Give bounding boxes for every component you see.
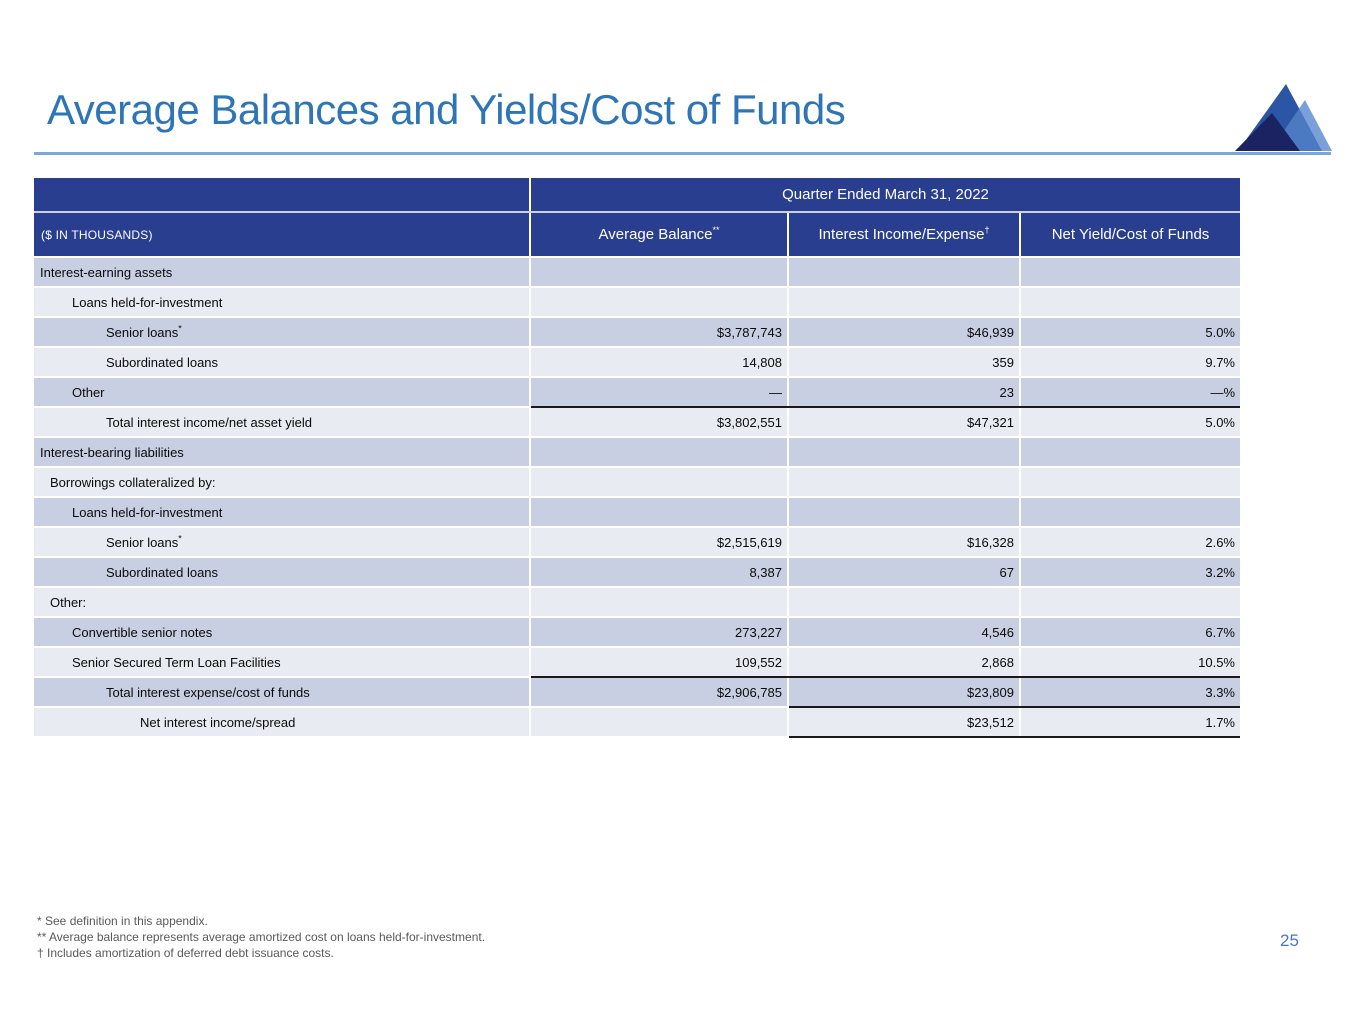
units-label: ($ IN THOUSANDS) [34,212,530,257]
avg-balance-cell [530,467,788,497]
avg-balance-cell: 273,227 [530,617,788,647]
row-label-cell: Net interest income/spread [34,707,530,737]
row-label-cell: Subordinated loans [34,347,530,377]
interest-cell [788,437,1020,467]
column-header-text: Average Balance [598,226,713,243]
table-row [34,677,1240,707]
column-header-interest-income-expense [788,212,1020,257]
avg-balance-cell: $3,802,551 [530,407,788,437]
row-label-cell: Other: [34,587,530,617]
interest-cell [788,497,1020,527]
table-row [34,347,1240,377]
footnote-marker: † [984,225,990,235]
row-label-cell: Total interest expense/cost of funds [34,677,530,707]
avg-balance-cell: — [530,377,788,407]
yield-cell: 1.7% [1020,707,1240,737]
yield-cell [1020,437,1240,467]
footnote-marker: * [178,533,182,544]
yield-cell [1020,257,1240,287]
interest-cell [788,257,1020,287]
yield-cell: 2.6% [1020,527,1240,557]
table-row [34,377,1240,407]
interest-cell: $23,809 [788,677,1020,707]
table-row [34,317,1240,347]
interest-cell [788,587,1020,617]
footnotes [37,913,485,961]
page-number: 25 [1280,931,1299,950]
avg-balance-cell [530,707,788,737]
interest-cell [788,467,1020,497]
avg-balance-cell [530,257,788,287]
table-row [34,287,1240,317]
interest-cell: 23 [788,377,1020,407]
avg-balance-cell [530,497,788,527]
avg-balance-cell: $3,787,743 [530,317,788,347]
corner-cell [34,178,530,212]
row-label-cell: Convertible senior notes [34,617,530,647]
avg-balance-cell [530,287,788,317]
quarter-header: Quarter Ended March 31, 2022 [530,178,1240,212]
avg-balance-cell: 14,808 [530,347,788,377]
yield-cell: 10.5% [1020,647,1240,677]
column-header-row [34,212,1240,257]
interest-cell [788,287,1020,317]
row-label-cell: Loans held-for-investment [34,287,530,317]
balances-table [34,178,1240,738]
table-row [34,617,1240,647]
interest-cell: $47,321 [788,407,1020,437]
yield-cell: —% [1020,377,1240,407]
row-label-cell: Other [34,377,530,407]
row-label-cell: Borrowings collateralized by: [34,467,530,497]
table-row [34,467,1240,497]
yield-cell [1020,467,1240,497]
column-header-net-yield-cost-of-funds [1020,212,1240,257]
footnote-marker: ** [712,225,720,235]
yield-cell: 3.3% [1020,677,1240,707]
row-label-cell: Interest-earning assets [34,257,530,287]
footnote-dagger: † Includes amortization of deferred debt issuance costs. [37,946,334,960]
column-header-text: Interest Income/Expense [818,226,985,243]
footnote-asterisk: * See definition in this appendix. [37,914,208,928]
table-row [34,257,1240,287]
yield-cell [1020,497,1240,527]
table-row [34,437,1240,467]
interest-cell: $16,328 [788,527,1020,557]
page-title: Average Balances and Yields/Cost of Funds [47,86,846,133]
avg-balance-cell: 109,552 [530,647,788,677]
footnote-marker: * [178,323,182,334]
row-label-cell: Total interest income/net asset yield [34,407,530,437]
title-divider [34,152,1331,155]
row-label-cell: Senior Secured Term Loan Facilities [34,647,530,677]
table-row [34,587,1240,617]
table-row [34,707,1240,737]
table-row [34,527,1240,557]
row-label-cell: Subordinated loans [34,557,530,587]
interest-cell: 359 [788,347,1020,377]
interest-cell: 67 [788,557,1020,587]
span-header-row [34,178,1240,212]
table-body [34,257,1240,737]
table-row [34,497,1240,527]
yield-cell: 5.0% [1020,317,1240,347]
table-row [34,407,1240,437]
interest-cell: 4,546 [788,617,1020,647]
column-header-text: Net Yield/Cost of Funds [1051,226,1210,243]
yield-cell: 3.2% [1020,557,1240,587]
interest-cell: $23,512 [788,707,1020,737]
avg-balance-cell [530,437,788,467]
yield-cell: 6.7% [1020,617,1240,647]
table-row [34,557,1240,587]
interest-cell: 2,868 [788,647,1020,677]
table-row [34,647,1240,677]
row-label-cell: Senior loans* [34,527,530,557]
yield-cell [1020,287,1240,317]
row-label-cell: Loans held-for-investment [34,497,530,527]
avg-balance-cell: 8,387 [530,557,788,587]
yield-cell: 5.0% [1020,407,1240,437]
row-label-cell: Senior loans* [34,317,530,347]
column-header-average-balance [530,212,788,257]
avg-balance-cell: $2,515,619 [530,527,788,557]
interest-cell: $46,939 [788,317,1020,347]
row-label-cell: Interest-bearing liabilities [34,437,530,467]
yield-cell [1020,587,1240,617]
avg-balance-cell [530,587,788,617]
footnote-double-asterisk: ** Average balance represents average amortized cost on loans held-for-investment. [37,930,486,944]
yield-cell: 9.7% [1020,347,1240,377]
avg-balance-cell: $2,906,785 [530,677,788,707]
mountain-logo-icon [1222,76,1332,151]
